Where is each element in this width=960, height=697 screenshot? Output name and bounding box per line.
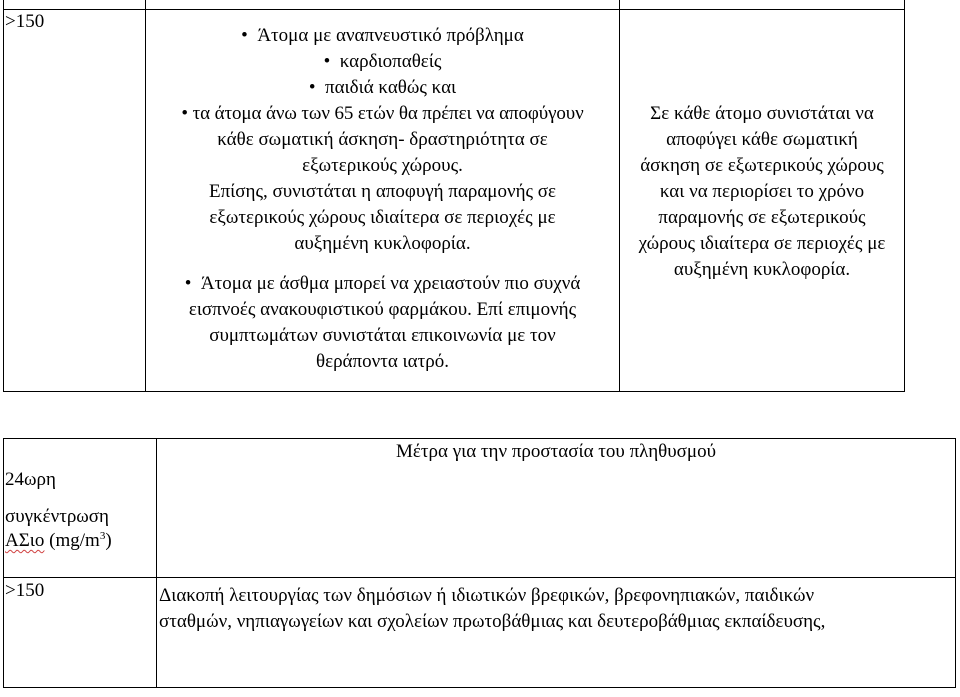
measures-line: Διακοπή λειτουργίας των δημόσιων ή ιδιωτικών βρεφικών, βρεφονηπιακών, παιδικών — [159, 585, 815, 606]
bullet-asthma-cont: θεράποντα ιατρό. — [316, 351, 449, 372]
advice-line: και να περιορίσει το χρόνο — [659, 181, 865, 202]
table-2-right-border — [955, 438, 956, 688]
table-2-header-label — [5, 468, 112, 553]
bullet-elderly-cont: αυξημένη κυκλοφορία. — [294, 233, 471, 254]
bullet-elderly: • τα άτομα άνω των 65 ετών θα πρέπει να αποφύγουν — [181, 103, 584, 124]
bullet-cardiac: • καρδιοπαθείς — [323, 51, 442, 72]
table-1-general-advice — [620, 101, 904, 283]
advice-line: Σε κάθε άτομο συνιστάται να — [650, 103, 874, 124]
header-label-line: ΑΣιο $(mg/m^3)$ — [5, 530, 112, 551]
table-1-right-border — [904, 0, 905, 392]
table-1-top-border — [3, 9, 905, 10]
advice-line: αποφύγει κάθε σωματική — [666, 129, 858, 150]
pm10-abbreviation: ΑΣιο — [5, 530, 45, 551]
bullet-asthma: • Άτομα με άσθμα μπορεί να χρειαστούν πιο συχνά — [184, 273, 581, 294]
advice-line: παραμονής σε εξωτερικούς — [658, 207, 866, 228]
bullet-elderly-cont: εξωτερικούς χώρους. — [302, 155, 463, 176]
table-2-row-measures — [159, 583, 955, 635]
bullet-asthma-cont: εισπνοές ανακουφιστικού φαρμάκου. Επί επιμονής — [188, 299, 577, 320]
bullet-elderly-cont: κάθε σωματική άσκηση- δραστηριότητα σε — [217, 129, 548, 150]
header-label-line: συγκέντρωση — [5, 506, 109, 527]
table-1-bottom-border — [3, 391, 905, 392]
header-label-line: 24ωρη — [5, 469, 56, 490]
bullet-elderly-cont: εξωτερικούς χώρους ιδιαίτερα σε περιοχές με — [209, 207, 556, 228]
table-2-bottom-border — [3, 687, 956, 688]
measures-line: σταθμών, νηπιαγωγείων και σχολείων πρωτοβάθμιας και δευτεροβάθμιας εκπαίδευσης, — [159, 611, 826, 632]
advice-line: αυξημένη κυκλοφορία. — [673, 259, 851, 280]
table-2-left-border — [3, 438, 4, 688]
table-2-header-divider — [3, 577, 956, 578]
advice-line: χώρους ιδιαίτερα σε περιοχές με — [638, 233, 886, 254]
table-2-divider — [156, 438, 157, 688]
table-1-row-label: >150 — [5, 11, 45, 32]
bullet-respiratory: • Άτομα με αναπνευστικό πρόβλημα — [241, 25, 524, 46]
advice-line: άσκηση σε εξωτερικούς χώρους — [640, 155, 884, 176]
bullet-elderly-cont: Επίσης, συνιστάται η αποφυγή παραμονής σε — [208, 181, 557, 202]
table-2-header-title: Μέτρα για την προστασία του πληθυσμού — [396, 441, 716, 462]
bullet-asthma-cont: συμπτωμάτων συνιστάται επικοινωνία με τον — [209, 325, 556, 346]
table-1-recommendations — [146, 23, 619, 375]
table-1-left-border — [3, 0, 4, 392]
bullet-children: • παιδιά καθώς και — [308, 77, 457, 98]
table-2-row-label: >150 — [5, 580, 45, 601]
